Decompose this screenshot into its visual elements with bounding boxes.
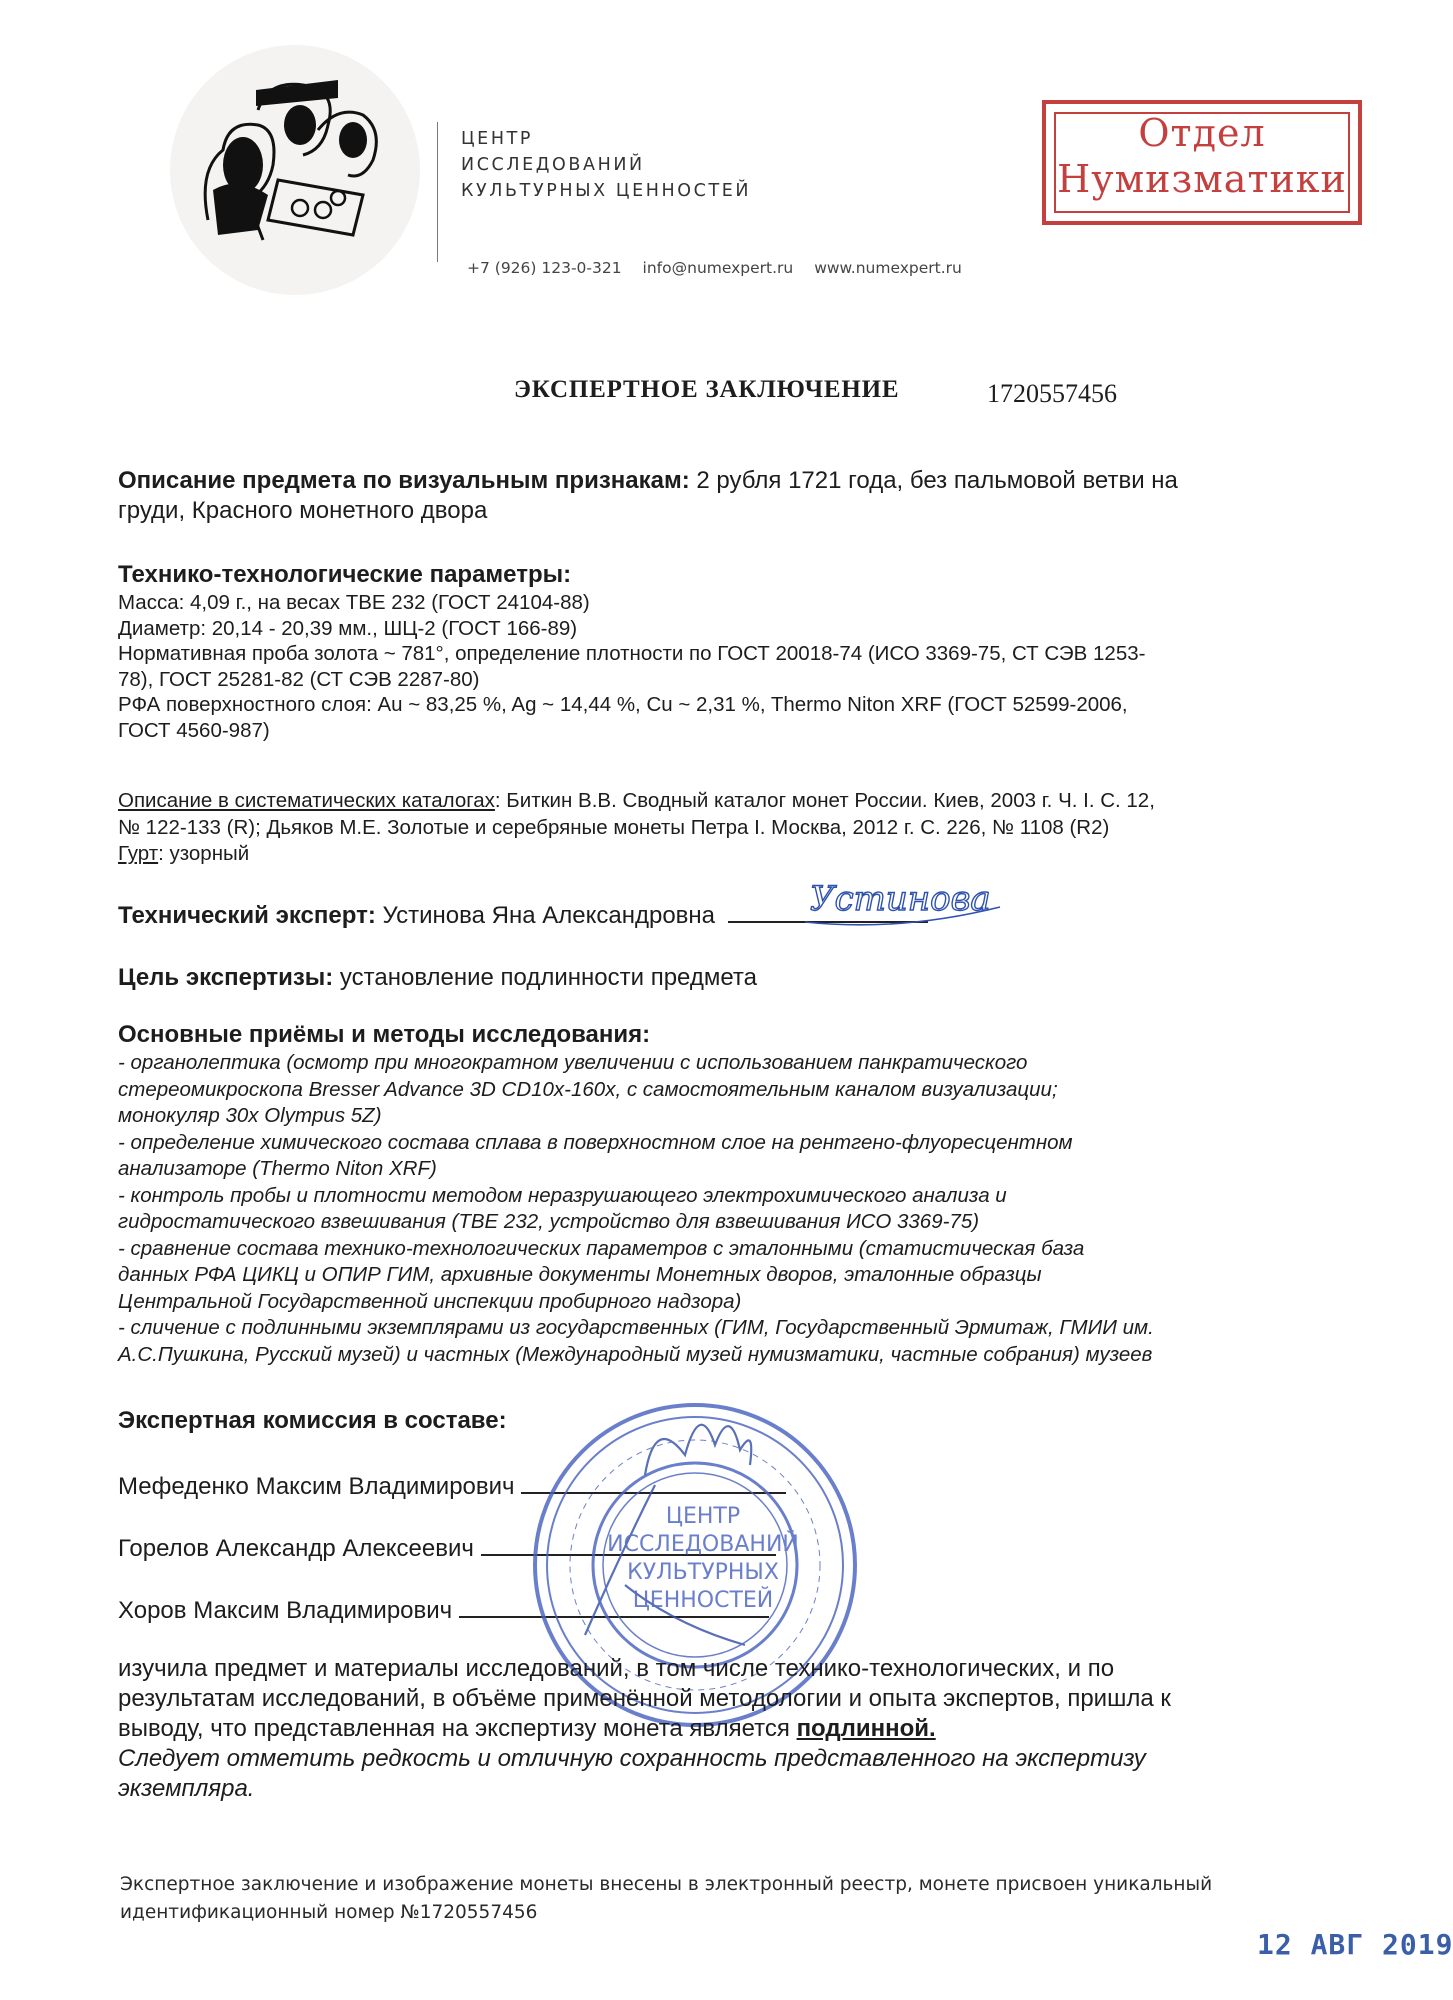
methods-line: стереомикроскопа Bresser Advance 3D CD10x-160x, с самостоятельным каналом визуализации;	[118, 1077, 1058, 1101]
xrf-analysis-cont: ГОСТ 4560-987)	[118, 718, 270, 742]
catalogs-section	[118, 788, 1348, 868]
header-divider	[437, 122, 438, 262]
methods-line: Центральной Государственной инспекции пробирного надзора)	[118, 1289, 742, 1313]
phone: +7 (926) 123-0-321	[467, 259, 622, 277]
description-label: Описание предмета по визуальным признакам:	[118, 467, 690, 494]
seal-text: КУЛЬТУРНЫХ	[627, 1560, 779, 1585]
commission-member-name: Хоров Максим Владимирович	[118, 1597, 453, 1624]
commission-member-name: Горелов Александр Алексеевич	[118, 1535, 474, 1562]
tech-params-heading: Технико-технологические параметры:	[118, 561, 572, 588]
document-title: ЭКСПЕРТНОЕ ЗАКЛЮЧЕНИЕ	[514, 376, 900, 403]
tech-expert-label: Технический эксперт:	[118, 902, 376, 929]
mass: Масса: 4,09 г., на весах ТВЕ 232 (ГОСТ 24104-88)	[118, 591, 590, 614]
website: www.numexpert.ru	[814, 259, 962, 277]
document-number: 1720557456	[987, 379, 1117, 408]
org-name-line: ИССЛЕДОВАНИЙ	[461, 155, 645, 175]
gold-probe-cont: 78), ГОСТ 25281-82 (СТ СЭВ 2287-80)	[118, 667, 480, 691]
purpose-label: Цель экспертизы:	[118, 964, 334, 991]
conclusion-note-cont: экземпляра.	[118, 1775, 255, 1802]
diameter: Диаметр: 20,14 - 20,39 мм., ШЦ-2 (ГОСТ 166-89)	[118, 616, 578, 640]
org-name-line: ЦЕНТР	[461, 129, 534, 149]
conclusion-line: изучила предмет и материалы исследований, в том числе технико-технологических, и по	[118, 1655, 1115, 1682]
catalogs-label: Описание в систематических каталогах	[118, 789, 495, 812]
verdict: подлинной.	[796, 1715, 936, 1742]
conclusion-line: выводу, что представленная на экспертизу монета является	[118, 1715, 797, 1742]
seal-text: ЦЕНТР	[665, 1504, 741, 1529]
seal-text: ИССЛЕДОВАНИЙ	[607, 1532, 799, 1557]
footer-note	[120, 1871, 1350, 1927]
xrf-analysis: РФА поверхностного слоя: Au ~ 83,25 %, Ag ~ 14,44 %, Cu ~ 2,31 %, Thermo Niton XRF (ГОСТ 52599-2006,	[118, 693, 1128, 716]
org-name	[461, 126, 751, 204]
methods-line: монокуляр 30x Olympus 5Z)	[118, 1104, 382, 1127]
description-text-cont: груди, Красного монетного двора	[118, 497, 488, 524]
conclusion-section	[118, 1654, 1348, 1804]
conclusion-line: результатам исследований, в объёме применённой методологии и опыта экспертов, пришла к	[118, 1685, 1171, 1712]
methods-line: - сличение с подлинными экземплярами из государственных (ГИМ, Государственный Эрмитаж, ГМИИ им.	[118, 1316, 1154, 1339]
stamp-line: Нумизматики	[1057, 157, 1347, 201]
stamp-line: Отдел	[1138, 111, 1266, 155]
catalogs-text: : Биткин В.В. Сводный каталог монет России. Киев, 2003 г. Ч. I. С. 12,	[494, 789, 1155, 812]
contacts	[467, 259, 978, 277]
description-section	[118, 466, 1348, 526]
purpose-row	[118, 963, 1348, 993]
edge-value: : узорный	[158, 842, 250, 865]
conclusion-note: Следует отметить редкость и отличную сохранность представленного на экспертизу	[118, 1745, 1146, 1772]
tech-expert-row	[118, 899, 1348, 931]
methods-line: анализаторе (Thermo Niton XRF)	[118, 1157, 437, 1180]
date-stamp: 12 АВГ 2019	[1257, 1928, 1453, 1961]
signature-text: Устинова	[810, 879, 991, 919]
methods-line: - контроль пробы и плотности методом неразрушающего электрохимического анализа и	[118, 1183, 1007, 1207]
footer-line: идентификационный номер №1720557456	[120, 1902, 538, 1923]
methods-line: - органолептика (осмотр при многократном увеличении с использованием панкратического	[118, 1051, 1028, 1074]
commission-member-name: Мефеденко Максим Владимирович	[118, 1473, 515, 1500]
gold-probe: Нормативная проба золота ~ 781°, определение плотности по ГОСТ 20018-74 (ИСО 3369-75, СТ СЭВ 1253-	[118, 642, 1146, 665]
methods-section	[118, 1020, 1348, 1368]
commission-heading: Экспертная комиссия в составе:	[118, 1407, 507, 1434]
methods-line: - определение химического состава сплава в поверхностном слое на рентгено-флуоресцентном	[118, 1130, 1073, 1154]
department-stamp	[1042, 100, 1362, 225]
email: info@numexpert.ru	[642, 259, 794, 277]
purpose-text: установление подлинности предмета	[333, 964, 757, 991]
logo-experts-illustration	[188, 70, 398, 250]
catalogs-text-cont: № 122-133 (R); Дьяков М.Е. Золотые и серебряные монеты Петра I. Москва, 2012 г. С. 226, № 1108 (R2)	[118, 815, 1110, 839]
methods-line: А.С.Пушкина, Русский музей) и частных (Международный музей нумизматики, частные собрания) музеев	[118, 1342, 1153, 1366]
tech-expert-signature	[800, 872, 1010, 932]
description-text: 2 рубля 1721 года, без пальмовой ветви на	[689, 467, 1178, 494]
tech-expert-name: Устинова Яна Александровна	[375, 902, 716, 929]
footer-line: Экспертное заключение и изображение монеты внесены в электронный реестр, монете присвоен уникальный	[120, 1874, 1213, 1895]
seal-text: ЦЕННОСТЕЙ	[632, 1588, 774, 1613]
methods-line: гидростатического взвешивания (ТВЕ 232, устройство для взвешивания ИСО 3369-75)	[118, 1210, 980, 1233]
methods-line: данных РФА ЦИКЦ и ОПИР ГИМ, архивные документы Монетных дворов, эталонные образцы	[118, 1263, 1042, 1286]
methods-line: - сравнение состава технико-технологических параметров с эталонными (статистическая база	[118, 1236, 1085, 1260]
methods-heading: Основные приёмы и методы исследования:	[118, 1021, 651, 1048]
tech-params-section	[118, 560, 1348, 743]
methods-list	[118, 1050, 1348, 1368]
org-name-line: КУЛЬТУРНЫХ ЦЕННОСТЕЙ	[461, 181, 752, 201]
edge-label: Гурт	[118, 842, 159, 865]
